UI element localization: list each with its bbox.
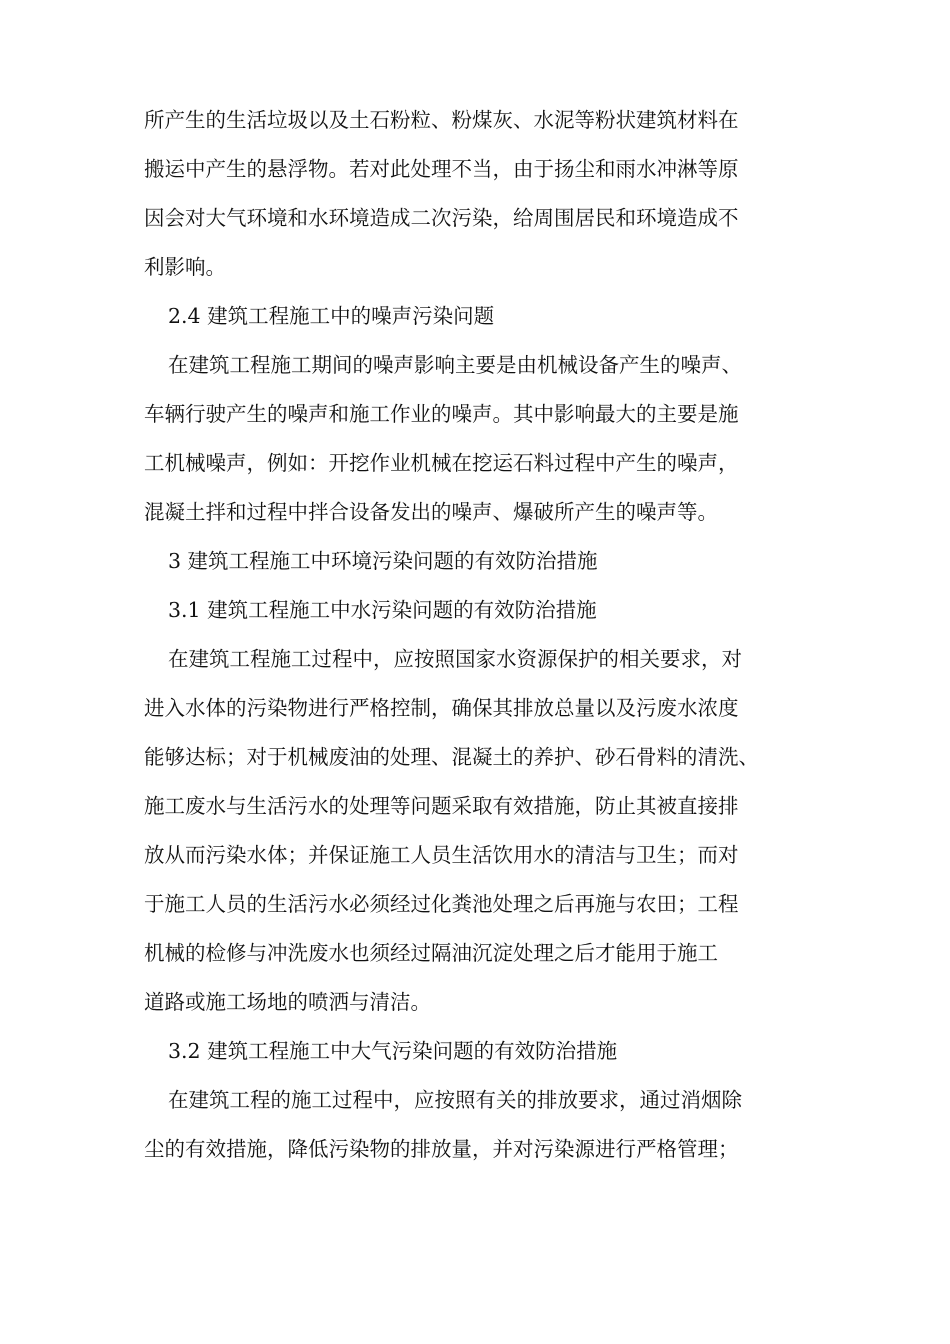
text-line: 在建筑工程的施工过程中，应按照有关的排放要求，通过消烟除 xyxy=(168,1088,742,1112)
text-line: 所产生的生活垃圾以及土石粉粒、粉煤灰、水泥等粉状建筑材料在 xyxy=(144,108,739,132)
text-line: 道路或施工场地的喷洒与清洁。 xyxy=(144,990,431,1014)
text-line: 3.1 建筑工程施工中水污染问题的有效防治措施 xyxy=(168,598,597,622)
text-line: 因会对大气环境和水环境造成二次污染，给周围居民和环境造成不 xyxy=(144,206,739,230)
text-line: 混凝土拌和过程中拌合设备发出的噪声、爆破所产生的噪声等。 xyxy=(144,500,718,524)
text-line: 于施工人员的生活污水必须经过化粪池处理之后再施与农田；工程 xyxy=(144,892,739,916)
text-line: 利影响。 xyxy=(144,255,226,279)
text-line: 在建筑工程施工期间的噪声影响主要是由机械设备产生的噪声、 xyxy=(168,353,742,377)
document-page xyxy=(144,96,800,1174)
text-line: 能够达标；对于机械废油的处理、混凝土的养护、砂石骨料的清洗、 xyxy=(144,745,759,769)
text-line: 放从而污染水体；并保证施工人员生活饮用水的清洁与卫生；而对 xyxy=(144,843,739,867)
text-line: 进入水体的污染物进行严格控制，确保其排放总量以及污废水浓度 xyxy=(144,696,739,720)
text-line: 搬运中产生的悬浮物。若对此处理不当，由于扬尘和雨水冲淋等原 xyxy=(144,157,739,181)
text-line: 在建筑工程施工过程中，应按照国家水资源保护的相关要求，对 xyxy=(168,647,742,671)
text-line: 施工废水与生活污水的处理等问题采取有效措施，防止其被直接排 xyxy=(144,794,739,818)
text-line: 3 建筑工程施工中环境污染问题的有效防治措施 xyxy=(168,549,598,573)
text-line: 工机械噪声，例如：开挖作业机械在挖运石料过程中产生的噪声， xyxy=(144,451,739,475)
text-line: 尘的有效措施，降低污染物的排放量，并对污染源进行严格管理； xyxy=(144,1137,739,1161)
text-line: 2.4 建筑工程施工中的噪声污染问题 xyxy=(168,304,495,328)
text-line: 3.2 建筑工程施工中大气污染问题的有效防治措施 xyxy=(168,1039,618,1063)
text-line: 车辆行驶产生的噪声和施工作业的噪声。其中影响最大的主要是施 xyxy=(144,402,739,426)
text-line: 机械的检修与冲洗废水也须经过隔油沉淀处理之后才能用于施工 xyxy=(144,941,718,965)
